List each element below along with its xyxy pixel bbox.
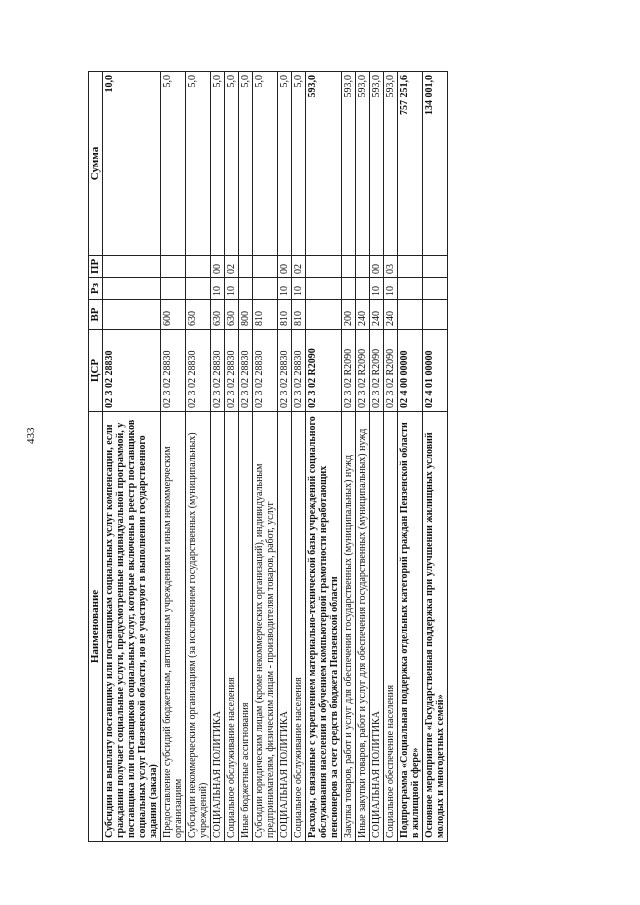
header-row [89,72,103,842]
cell-sum: 134 001,0 [423,72,448,256]
cell-rz: 10 [278,278,292,300]
cell-pr [253,256,278,278]
cell-vr [423,300,448,330]
cell-csr: 02 3 02 28830 [161,330,186,412]
cell-pr: 03 [384,256,398,278]
cell-name: Предоставление субсидий бюджетным, автономным учреждениям и иным некоммерческим организациям [161,412,186,842]
cell-pr [342,256,356,278]
cell-rz [253,278,278,300]
table-row [423,72,448,842]
cell-pr [239,256,253,278]
cell-vr: 240 [384,300,398,330]
table-body [103,72,448,842]
cell-csr: 02 3 02 R2090 [370,330,384,412]
cell-pr [398,256,423,278]
cell-csr: 02 3 02 R2090 [342,330,356,412]
table-row [211,72,225,842]
cell-rz [342,278,356,300]
cell-sum: 10,0 [103,72,161,256]
cell-pr [103,256,161,278]
cell-name: Основное мероприятие «Государственная поддержка при улучшении жилищных условий молодых и многодетных семей» [423,412,448,842]
header-sum: Сумма [89,72,103,256]
cell-csr: 02 3 02 28830 [239,330,253,412]
cell-sum: 5,0 [186,72,211,256]
header-pr: ПР [89,256,103,278]
cell-sum: 5,0 [253,72,278,256]
cell-rz [398,278,423,300]
table-row [384,72,398,842]
cell-vr: 800 [239,300,253,330]
cell-name: Подпрограмма «Социальная поддержка отдельных категорий граждан Пензенской области в жилищной сфере» [398,412,423,842]
cell-sum: 757 251,6 [398,72,423,256]
cell-rz: 10 [225,278,239,300]
cell-pr: 00 [211,256,225,278]
cell-csr: 02 3 02 28830 [211,330,225,412]
table-row [253,72,278,842]
header-name: Наименование [89,412,103,842]
cell-rz: 10 [292,278,306,300]
cell-csr: 02 3 02 R2090 [306,330,342,412]
cell-vr [306,300,342,330]
cell-sum: 5,0 [161,72,186,256]
cell-name: СОЦИАЛЬНАЯ ПОЛИТИКА [211,412,225,842]
cell-vr: 240 [370,300,384,330]
cell-sum: 5,0 [278,72,292,256]
cell-rz: 10 [384,278,398,300]
cell-vr: 240 [356,300,370,330]
table-row [278,72,292,842]
cell-name: Социальное обеспечение населения [384,412,398,842]
cell-vr: 630 [211,300,225,330]
cell-name: Иные закупки товаров, работ и услуг для обеспечения государственных (муниципальных) нужд [356,412,370,842]
table-row [161,72,186,842]
cell-pr: 02 [225,256,239,278]
cell-csr: 02 4 01 00000 [423,330,448,412]
rotated-table-wrapper [88,72,538,842]
cell-sum: 5,0 [225,72,239,256]
table-row [398,72,423,842]
table-row [186,72,211,842]
cell-sum: 593,0 [306,72,342,256]
cell-rz [161,278,186,300]
cell-name: Иные бюджетные ассигнования [239,412,253,842]
cell-csr: 02 3 02 28830 [253,330,278,412]
cell-vr: 200 [342,300,356,330]
cell-pr [423,256,448,278]
cell-rz [239,278,253,300]
cell-csr: 02 3 02 28830 [225,330,239,412]
cell-csr: 02 3 02 28830 [278,330,292,412]
cell-name: Закупка товаров, работ и услуг для обеспечения государственных (муниципальных) нужд [342,412,356,842]
cell-rz [306,278,342,300]
cell-name: Социальное обслуживание населения [225,412,239,842]
table-row [342,72,356,842]
header-vr: ВР [89,300,103,330]
cell-vr [103,300,161,330]
cell-name: Социальное обслуживание населения [292,412,306,842]
cell-sum: 593,0 [342,72,356,256]
cell-csr: 02 3 02 28830 [186,330,211,412]
cell-csr: 02 3 02 28830 [103,330,161,412]
page-number: 433 [25,427,37,444]
table-row [306,72,342,842]
table-row [356,72,370,842]
cell-rz [356,278,370,300]
cell-pr [356,256,370,278]
cell-csr: 02 3 02 28830 [292,330,306,412]
cell-name: Субсидии некоммерческим организациям (за исключением государственных (муниципальных) учреждений) [186,412,211,842]
cell-name: Субсидии юридическим лицам (кроме некоммерческих организаций), индивидуальным предпринимателям, физическим лицам - производителям товаров, работ, услуг [253,412,278,842]
cell-rz: 10 [370,278,384,300]
cell-vr [398,300,423,330]
cell-vr: 810 [278,300,292,330]
table-row [225,72,239,842]
cell-name: СОЦИАЛЬНАЯ ПОЛИТИКА [278,412,292,842]
cell-rz: 10 [211,278,225,300]
cell-sum: 593,0 [356,72,370,256]
cell-pr [306,256,342,278]
cell-rz [186,278,211,300]
header-csr: ЦСР [89,330,103,412]
cell-pr [161,256,186,278]
budget-table [88,71,448,842]
cell-pr: 00 [278,256,292,278]
cell-name: Расходы, связанные с укреплением материально-технической базы учреждений социального обслуживания населения и обучением компьютерной грамотности неработающих пенсионеров за счет средств бюджета Пензенской области [306,412,342,842]
table-row [370,72,384,842]
cell-csr: 02 3 02 R2090 [384,330,398,412]
cell-vr: 630 [186,300,211,330]
cell-vr: 810 [292,300,306,330]
cell-pr [186,256,211,278]
cell-rz [103,278,161,300]
cell-csr: 02 3 02 R2090 [356,330,370,412]
cell-sum: 5,0 [211,72,225,256]
cell-vr: 630 [225,300,239,330]
table-row [292,72,306,842]
cell-rz [423,278,448,300]
cell-sum: 5,0 [239,72,253,256]
cell-name: СОЦИАЛЬНАЯ ПОЛИТИКА [370,412,384,842]
cell-pr: 02 [292,256,306,278]
cell-sum: 593,0 [384,72,398,256]
cell-vr: 600 [161,300,186,330]
table-row [103,72,161,842]
cell-pr: 00 [370,256,384,278]
cell-sum: 593,0 [370,72,384,256]
header-rz: Рз [89,278,103,300]
cell-vr: 810 [253,300,278,330]
cell-csr: 02 4 00 00000 [398,330,423,412]
cell-name: Субсидии на выплату поставщику или поставщикам социальных услуг компенсации, если гражданин получает социальные услуги, предусмотренные индивидуальной программой, у поставщика или поставщиков социальных услуг, которые включены в реестр поставщиков социальных услуг Пензенской области, но не участвуют в выполнении государственного задания (заказа) [103,412,161,842]
table-row [239,72,253,842]
cell-sum: 5,0 [292,72,306,256]
